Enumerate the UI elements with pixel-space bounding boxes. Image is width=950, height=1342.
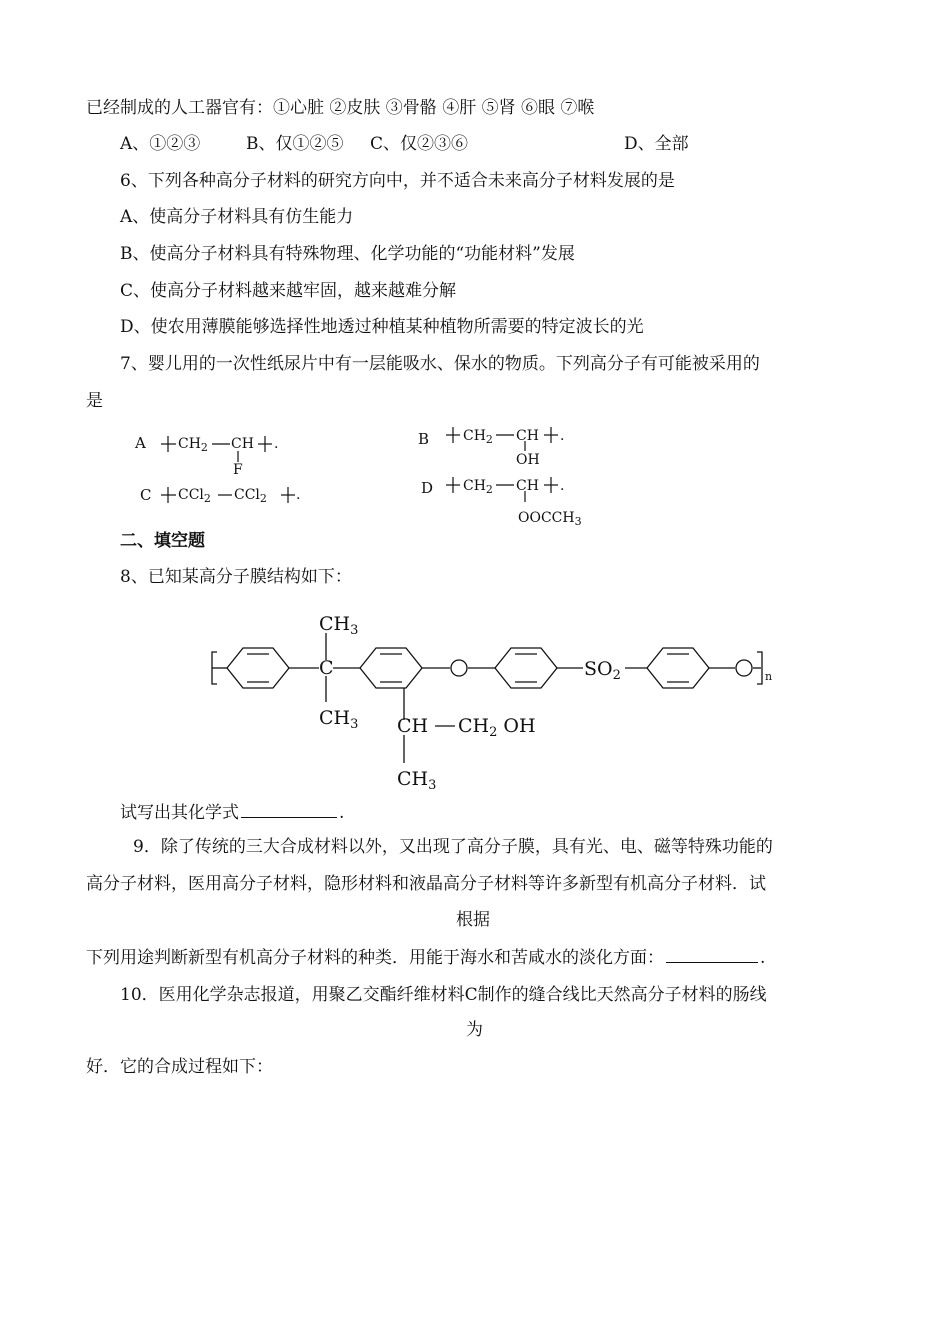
q5-option-a: A、①②③ <box>120 134 201 154</box>
q10-line3: 好．它的合成过程如下： <box>86 1057 273 1077</box>
svg-text:.: . <box>560 478 565 494</box>
q8-ask <box>120 801 344 824</box>
svg-text:CH: CH <box>516 478 539 494</box>
q8-ask-text: 试写出其化学式 <box>120 803 239 823</box>
q5-stem: 已经制成的人工器官有：①心脏 ②皮肤 ③骨骼 ④肝 ⑤肾 ⑥眼 ⑦喉 <box>86 98 595 118</box>
q6-option-d: D、使农用薄膜能够选择性地透过种植某种植物所需要的特定波长的光 <box>120 317 644 337</box>
svg-text:.: . <box>274 436 279 452</box>
q8-end: . <box>339 803 345 823</box>
svg-text:CCl2: CCl$_2$ <box>178 487 211 505</box>
q7-stem-line1: 7、婴儿用的一次性纸尿片中有一层能吸水、保水的物质。下列高分子有可能被采用的 <box>120 354 760 374</box>
q9-line4-text: 下列用途判断新型有机高分子材料的种类．用能于海水和苦咸水的淡化方面： <box>86 948 664 968</box>
q6-stem: 6、下列各种高分子材料的研究方向中，并不适合未来高分子材料发展的是 <box>120 171 675 191</box>
svg-text:CH: CH <box>397 715 429 737</box>
q7-stem-line2: 是 <box>86 391 103 411</box>
svg-text:CCl2: CCl$_2$ <box>234 487 267 505</box>
q7-label-a: A <box>135 434 146 452</box>
q9-line4 <box>86 946 765 969</box>
section-title-fill-in: 二、填空题 <box>120 531 205 551</box>
q10-line1: 10．医用化学杂志报道，用聚乙交酯纤维材料C制作的缝合线比天然高分子材料的肠线 <box>120 985 767 1005</box>
q9-line2: 高分子材料，医用高分子材料，隐形材料和液晶高分子材料等许多新型有机高分子材料．试 <box>86 874 766 894</box>
svg-text:CH2: $CH_2$ <box>178 436 208 454</box>
q9-end: . <box>760 948 766 968</box>
q6-option-b: B、使高分子材料具有特殊物理、化学功能的“功能材料”发展 <box>120 244 575 264</box>
svg-text:SO2: $SO_2$ <box>584 658 621 683</box>
q7-label-b: B <box>418 430 430 448</box>
svg-text:CH2 OH: $CH_2$ OH <box>458 715 536 740</box>
q5-option-d: D、全部 <box>624 134 689 154</box>
svg-text:CH2: $CH_2$ <box>463 478 493 496</box>
svg-text:CH3: $CH_3$ <box>397 768 437 793</box>
svg-text:CH3: $CH_3$ <box>319 613 359 638</box>
q6-option-c: C、使高分子材料越来越牢固，越来越难分解 <box>120 281 457 301</box>
polymer-membrane-structure <box>205 600 785 795</box>
svg-text:CH3: $CH_3$ <box>319 707 359 732</box>
q9-line3: 根据 <box>456 910 490 930</box>
q8-stem: 8、已知某高分子膜结构如下： <box>120 567 352 587</box>
svg-text:F: F <box>233 462 243 478</box>
q7-label-d: D <box>421 479 434 497</box>
svg-text:OH: OH <box>516 452 540 468</box>
svg-text:C: C <box>319 657 334 679</box>
svg-text:CH2: $CH_2$ <box>463 428 493 446</box>
q5-option-b: B、仅①②⑤ <box>246 134 344 154</box>
q7-label-c: C <box>140 486 152 504</box>
q9-line1: 9．除了传统的三大合成材料以外，又出现了高分子膜，具有光、电、磁等特殊功能的 <box>133 837 773 857</box>
q7-structures-figure <box>120 418 640 530</box>
q10-line2: 为 <box>466 1020 483 1040</box>
q6-option-a: A、使高分子材料具有仿生能力 <box>120 207 354 227</box>
svg-text:CH: CH <box>231 436 254 452</box>
q8-answer-blank[interactable] <box>241 801 337 818</box>
svg-text:CH: CH <box>516 428 539 444</box>
q5-option-c: C、仅②③⑥ <box>370 134 469 154</box>
svg-text:OOCCH3: $OOCCH_3$ <box>518 510 582 528</box>
svg-text:.: . <box>560 428 565 444</box>
svg-text:n: n <box>765 670 773 683</box>
q9-answer-blank[interactable] <box>666 946 758 963</box>
svg-text:.: . <box>296 487 301 503</box>
